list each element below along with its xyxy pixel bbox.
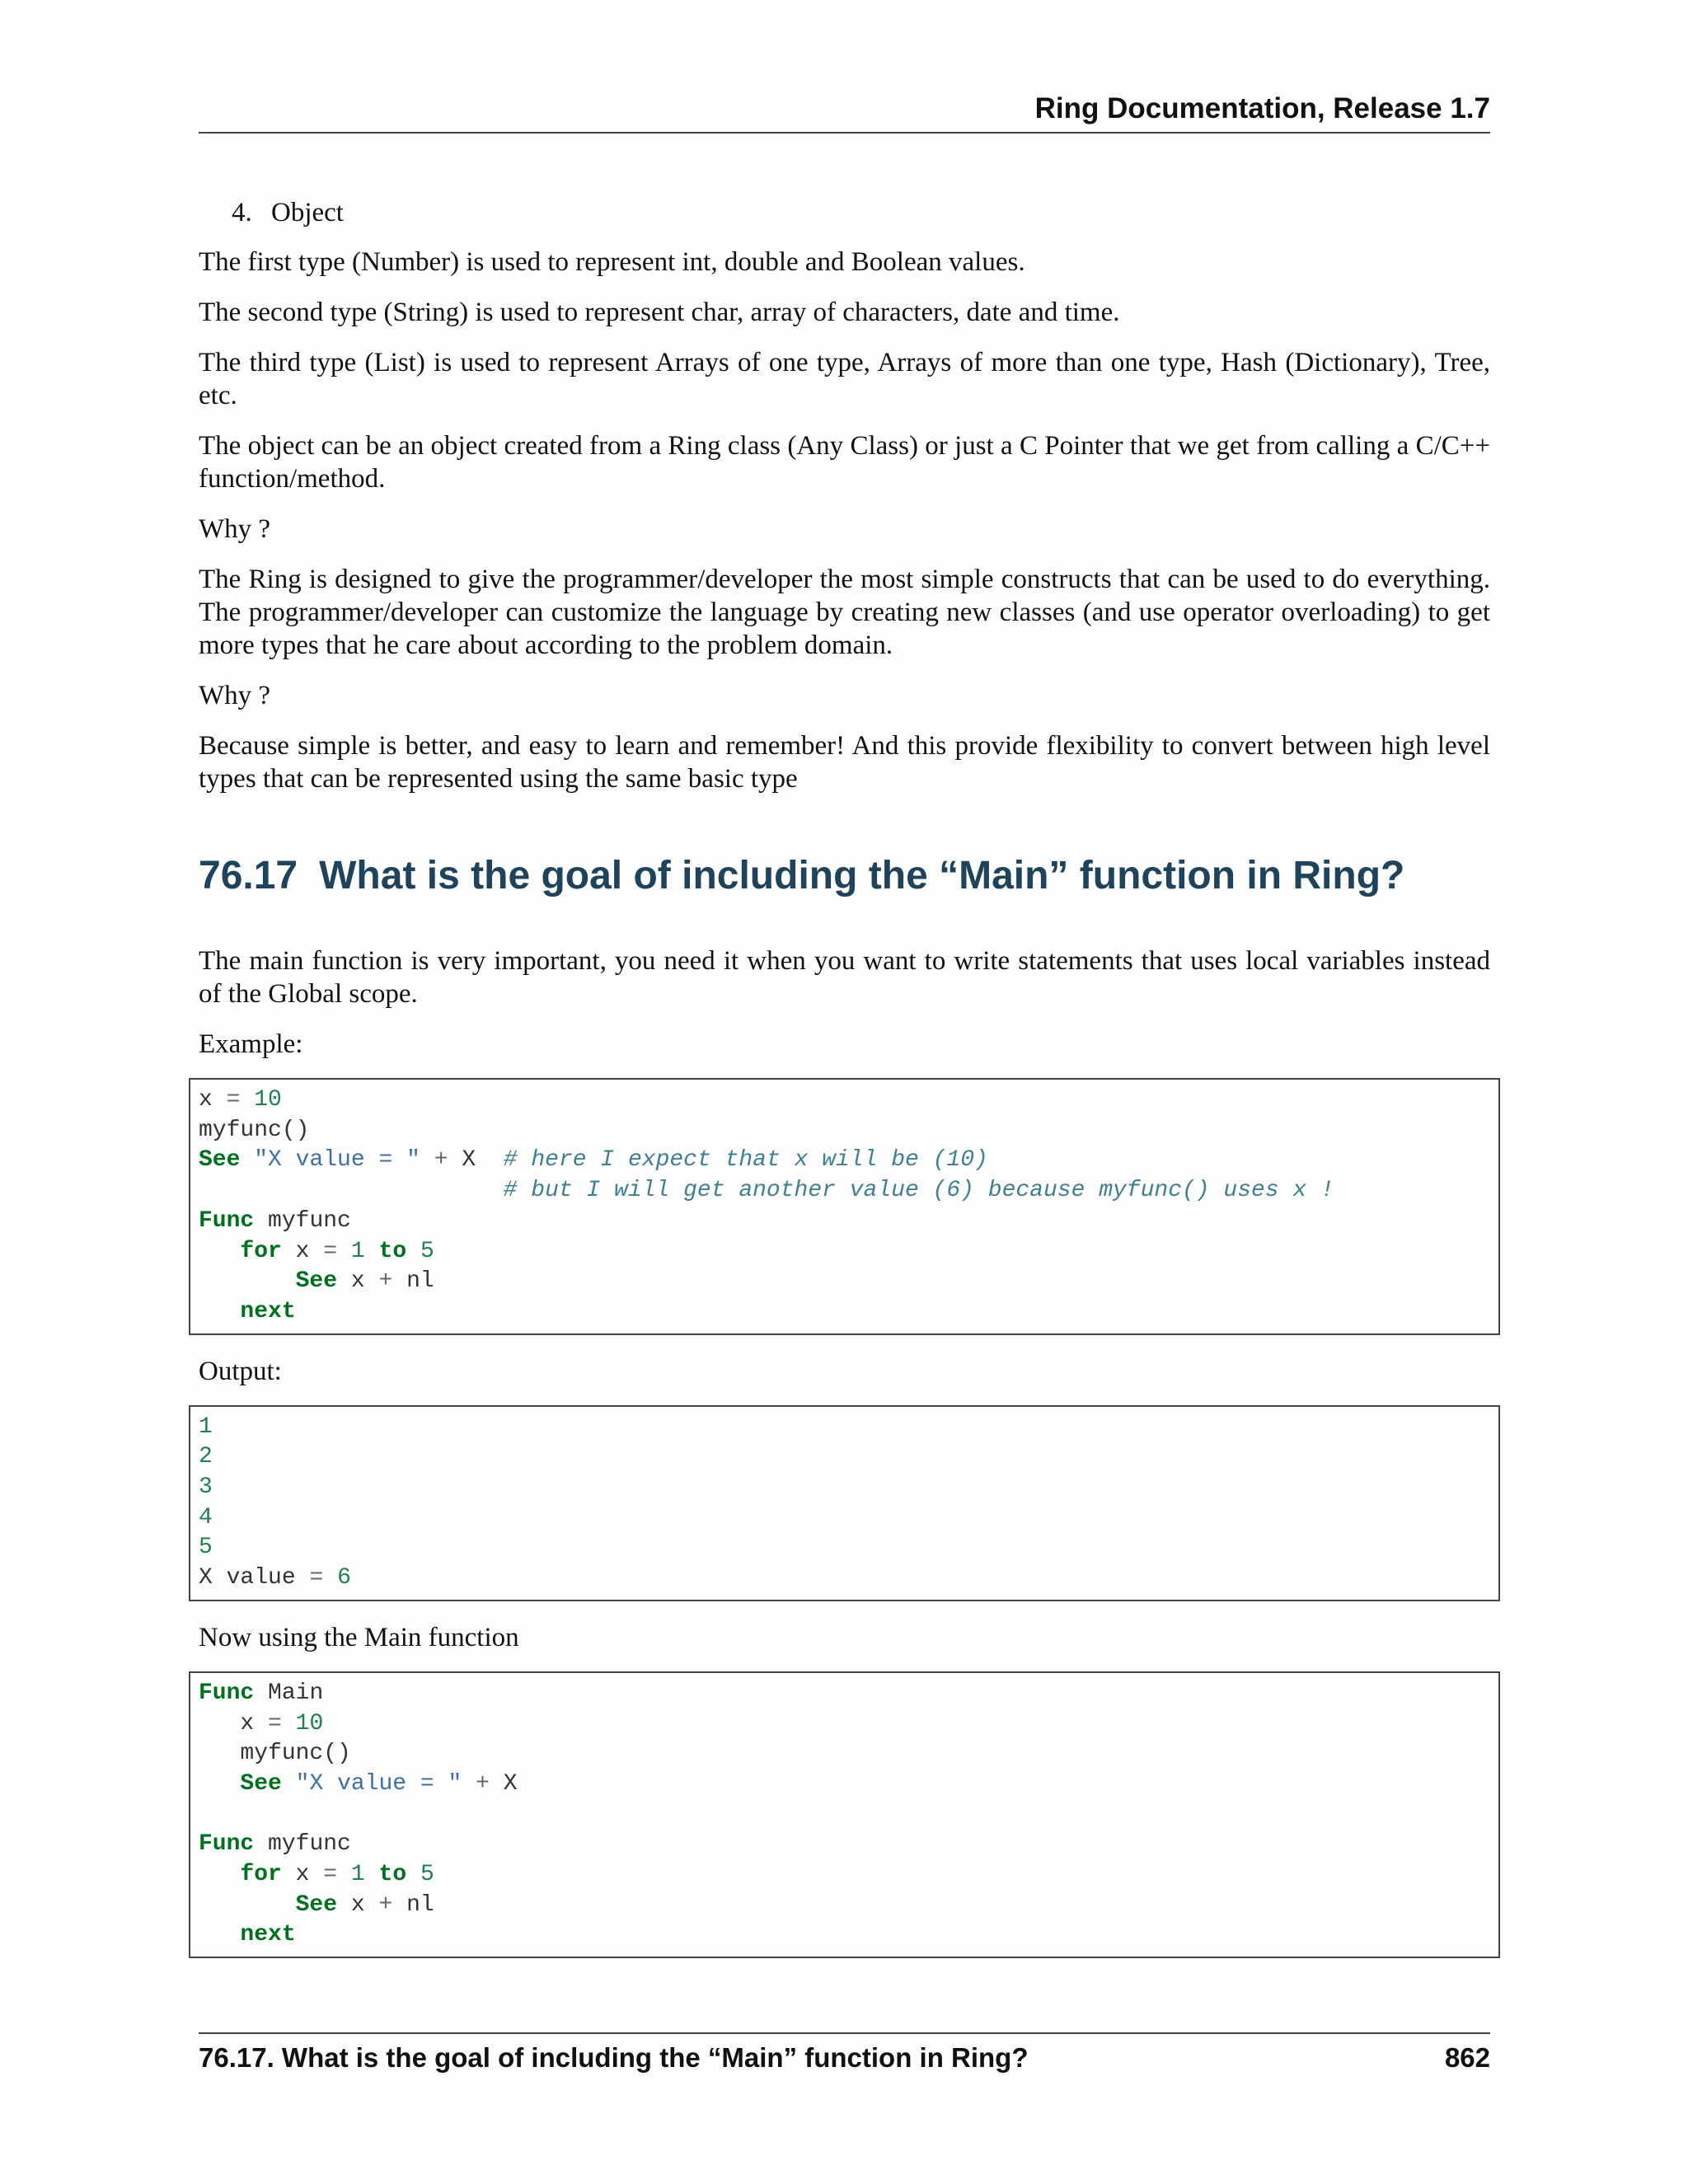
paragraph-string-type: The second type (String) is used to represent char, array of characters, date and time. (199, 298, 1120, 327)
paragraph-simple: Because simple is better, and easy to learn and remember! And this provide flexibility to convert between high level types that can be represented using the same basic type (199, 731, 1490, 794)
section-heading (199, 853, 1490, 899)
code-block-main: Func Main x = 10 myfunc() See "X value = " + X Func myfunc for x = 1 to 5 See x + nl next (189, 1671, 1500, 1958)
running-footer (199, 2032, 1490, 2074)
paragraph-why-1: Why ? (199, 514, 271, 544)
paragraph-number-type: The first type (Number) is used to represent int, double and Boolean values. (199, 247, 1025, 277)
document-page (199, 0, 1490, 2184)
code-block-example: x = 10 myfunc() See "X value = " + X # here I expect that x will be (10) # but I will get another value (6) because myfunc() uses x ! Func myfunc for x = 1 to 5 See x + nl next (189, 1078, 1500, 1335)
now-using-label: Now using the Main function (199, 1622, 519, 1652)
paragraph-design: The Ring is designed to give the programmer/developer the most simple constructs that can be used to do everything. The programmer/developer can customize the language by creating new classes (and use operator overloading) to get more types that he care about according to the problem domain. (199, 565, 1490, 660)
paragraph-why-2: Why ? (199, 681, 271, 710)
paragraph-object-type: The object can be an object created from a Ring class (Any Class) or just a C Pointer that we get from calling a C/C++ function/method. (199, 431, 1490, 494)
page-number: 862 (1444, 2042, 1490, 2073)
list-item (232, 196, 1490, 229)
page-content (199, 196, 1490, 1978)
list-item-number: 4. (232, 198, 252, 227)
section-number: 76.17 (199, 854, 298, 898)
list-item-text: Object (271, 198, 344, 227)
paragraph-list-type: The third type (List) is used to represent Arrays of one type, Arrays of more than one type, Hash (Dictionary), Tree, etc. (199, 348, 1490, 410)
header-title: Ring Documentation, Release 1.7 (1034, 92, 1490, 124)
example-label: Example: (199, 1029, 303, 1059)
output-label: Output: (199, 1356, 282, 1386)
paragraph-main-importance: The main function is very important, you need it when you want to write statements that uses local variables instead of the Global scope. (199, 946, 1490, 1009)
section-title: What is the goal of including the “Main” function in Ring? (319, 854, 1405, 898)
running-header (199, 92, 1490, 134)
code-block-output: 1 2 3 4 5 X value = 6 (189, 1405, 1500, 1601)
footer-section-title: 76.17. What is the goal of including the “Main” function in Ring? (199, 2042, 1029, 2073)
